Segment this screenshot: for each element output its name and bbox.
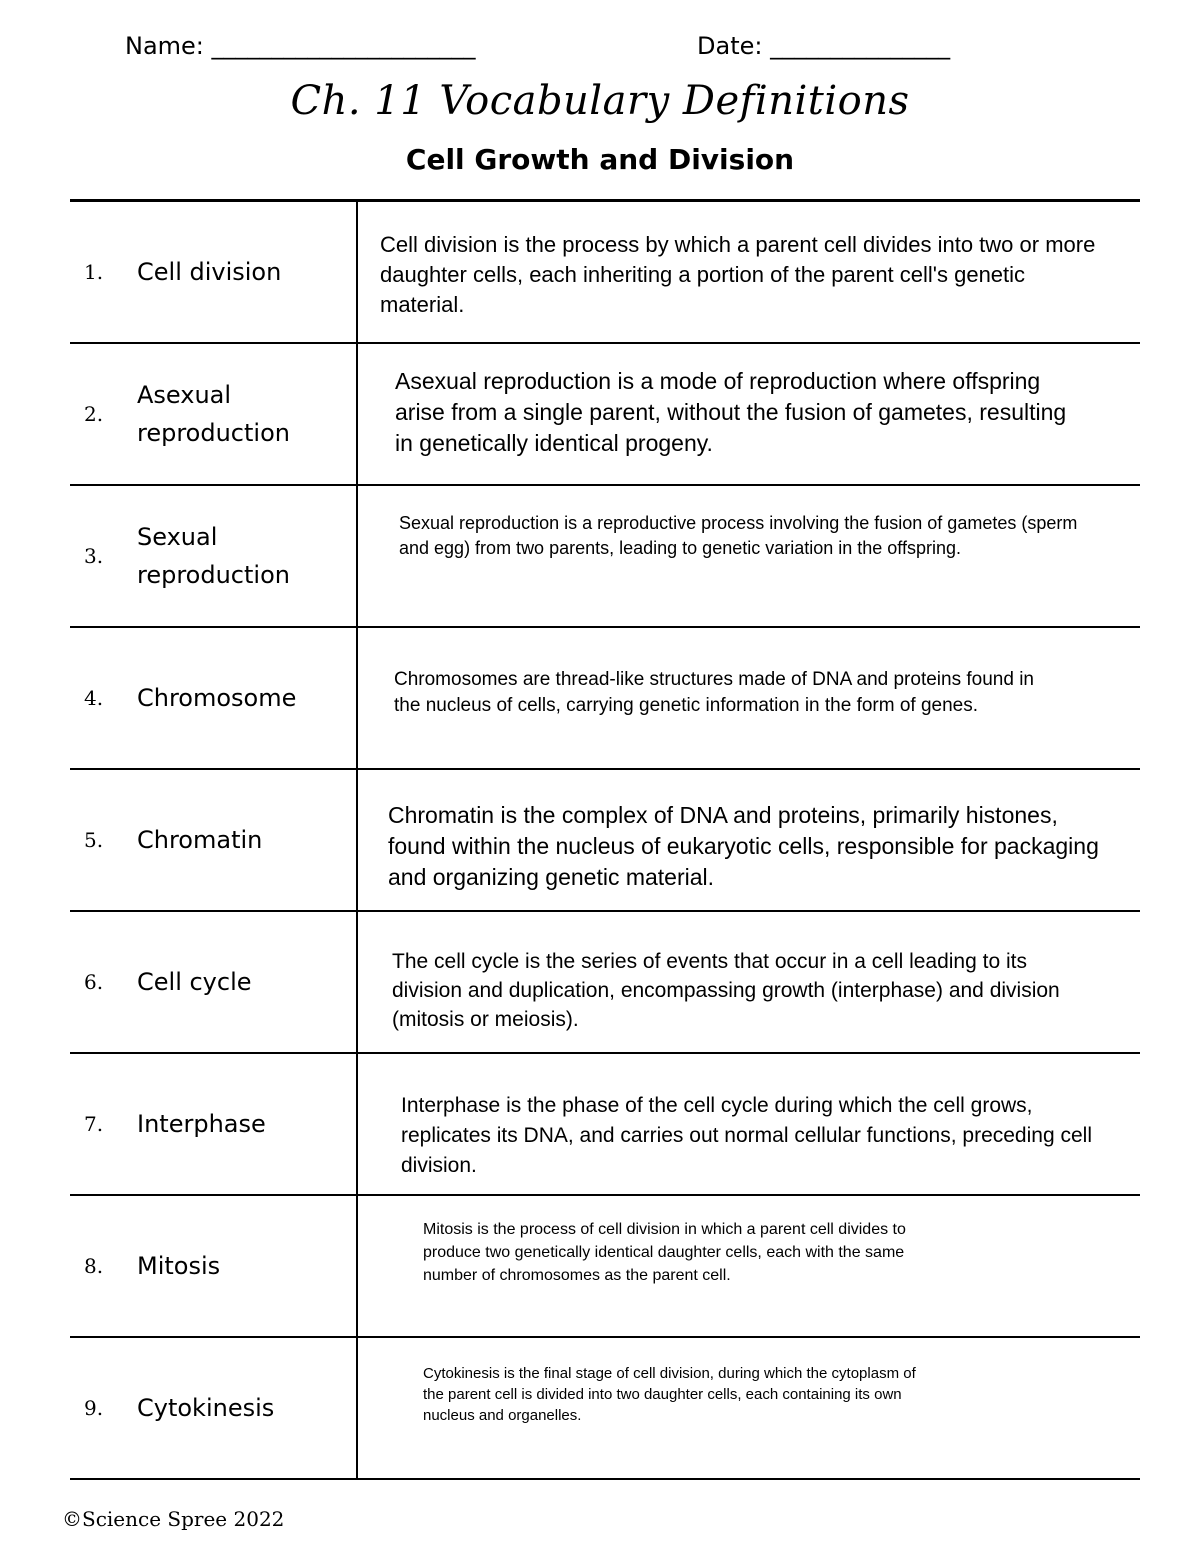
vocab-row xyxy=(70,1196,1140,1338)
column-divider xyxy=(356,202,358,344)
term-cell xyxy=(70,1054,356,1194)
term-cell xyxy=(70,770,356,910)
column-divider xyxy=(356,1196,358,1338)
definition-text: Cell division is the process by which a parent cell divides into two or more daughter cells, each inheriting a portion of the parent cell's genetic material. xyxy=(380,232,1096,317)
column-divider xyxy=(356,1054,358,1196)
column-divider xyxy=(356,1338,358,1480)
column-divider xyxy=(356,486,358,628)
term-label: Interphase xyxy=(137,1110,266,1138)
term-number: 3. xyxy=(84,544,104,568)
definition-text: The cell cycle is the series of events that occur in a cell leading to its division and duplication, encompassing growth (interphase) and division (mitosis or meiosis). xyxy=(392,950,1060,1031)
definition-text: Cytokinesis is the final stage of cell division, during which the cytoplasm of the parent cell is divided into two daughter cells, each containing its own nucleus and organelles. xyxy=(423,1365,916,1424)
term-label: Asexual reproduction xyxy=(137,381,290,447)
vocab-row xyxy=(70,912,1140,1054)
term-label: Cytokinesis xyxy=(137,1394,275,1422)
page-title: Ch. 11 Vocabulary Definitions xyxy=(290,78,910,124)
term-number: 2. xyxy=(84,402,104,426)
definition-text: Chromosomes are thread-like structures made of DNA and proteins found in the nucleus of cells, carrying genetic information in the form of genes. xyxy=(394,669,1034,716)
column-divider xyxy=(356,770,358,912)
vocab-row xyxy=(70,202,1140,344)
vocab-row xyxy=(70,1054,1140,1196)
term-cell xyxy=(70,344,356,484)
definition-text: Mitosis is the process of cell division in which a parent cell divides to produce two genetically identical daughter cells, each with the same number of chromosomes as the parent cell. xyxy=(423,1221,906,1284)
term-cell xyxy=(70,486,356,626)
term-cell xyxy=(70,202,356,342)
name-field: Name: ______________________ xyxy=(125,32,476,60)
definition-text: Asexual reproduction is a mode of reproduction where offspring arise from a single parent, without the fusion of gametes, resulting in genetically identical progeny. xyxy=(395,368,1067,456)
term-cell xyxy=(70,912,356,1052)
term-label: Chromosome xyxy=(137,684,297,712)
term-number: 7. xyxy=(84,1112,104,1136)
term-label: Sexual reproduction xyxy=(137,523,290,589)
vocab-row xyxy=(70,770,1140,912)
page-subtitle: Cell Growth and Division xyxy=(405,143,795,176)
definition-text: Interphase is the phase of the cell cycle during which the cell grows, replicates its DNA, and carries out normal cellular functions, preceding cell division. xyxy=(401,1094,1092,1177)
vocabulary-table xyxy=(70,199,1140,1480)
term-label: Cell division xyxy=(137,258,282,286)
term-number: 1. xyxy=(84,260,104,284)
copyright-footer: ©Science Spree 2022 xyxy=(62,1507,285,1531)
definition-text: Sexual reproduction is a reproductive process involving the fusion of gametes (sperm and egg) from two parents, leading to genetic variation in the offspring. xyxy=(399,513,1078,558)
date-field: Date: _______________ xyxy=(697,32,951,60)
term-cell xyxy=(70,1338,356,1478)
term-number: 4. xyxy=(84,686,104,710)
term-label: Cell cycle xyxy=(137,968,252,996)
term-number: 6. xyxy=(84,970,104,994)
column-divider xyxy=(356,912,358,1054)
term-cell xyxy=(70,628,356,768)
term-number: 8. xyxy=(84,1254,104,1278)
vocab-row xyxy=(70,628,1140,770)
term-label: Mitosis xyxy=(137,1252,221,1280)
term-label: Chromatin xyxy=(137,826,263,854)
vocab-row xyxy=(70,486,1140,628)
term-number: 5. xyxy=(84,828,104,852)
vocab-row xyxy=(70,344,1140,486)
term-cell xyxy=(70,1196,356,1336)
column-divider xyxy=(356,344,358,486)
definition-text: Chromatin is the complex of DNA and proteins, primarily histones, found within the nucleus of eukaryotic cells, responsible for packaging and organizing genetic material. xyxy=(388,802,1099,890)
column-divider xyxy=(356,628,358,770)
vocab-row xyxy=(70,1338,1140,1480)
term-number: 9. xyxy=(84,1396,104,1420)
